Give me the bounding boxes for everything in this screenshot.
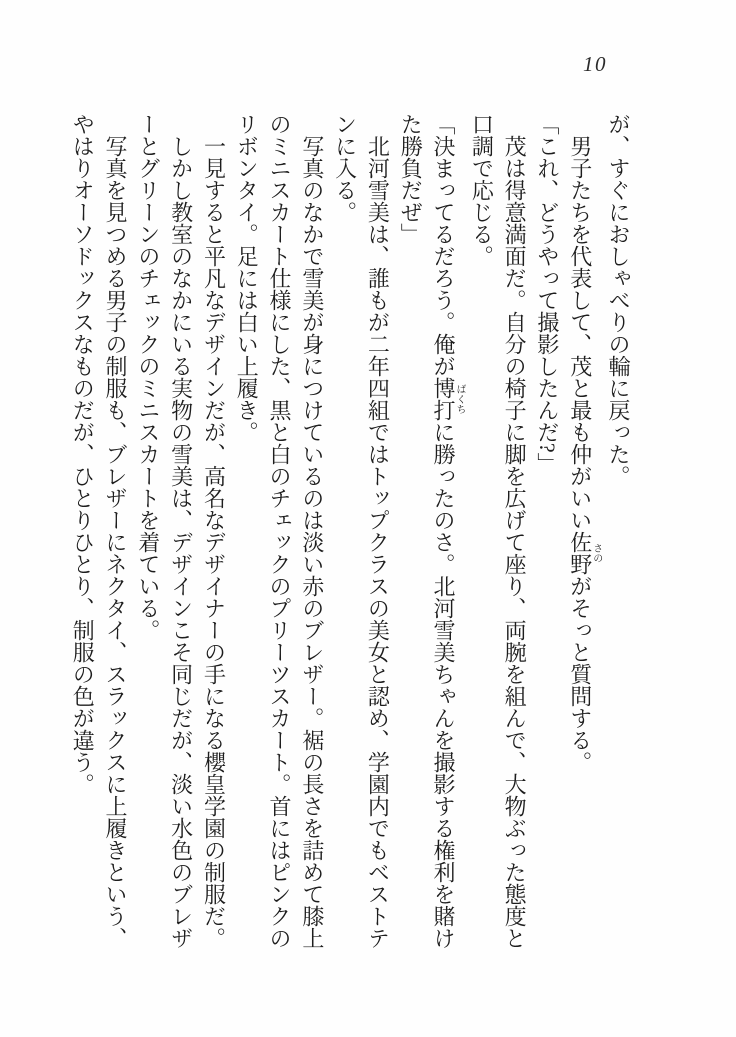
paragraph: が、すぐにおしゃべりの輪に戻った。	[606, 113, 631, 487]
ruby-annotation: 佐野さの	[567, 531, 602, 575]
paragraph: 「これ、どうやって撮影したんだ?」	[534, 113, 560, 475]
page-number: 10	[583, 52, 607, 76]
paragraph: 北河雪美は、誰もが二年四組ではトップクラスの美女と認め、学園内でもベストテンに入る。	[332, 113, 391, 949]
paragraph: しかし教室のなかにいる実物の雪美は、デザインこそ同じだが、淡い水色のブレザーとグリーンのチェックのミニスカートを着ている。	[135, 113, 194, 949]
paragraph: 「決まってるだろう。俺が博打ばくちに勝ったのさ。北河雪美ちゃんを撮影する権利を賭けた勝負だぜ」	[398, 113, 466, 949]
ruby-annotation: 博打ばくち	[431, 377, 466, 421]
paragraph: 一見すると平凡なデザインだが、高名なデザイナーの手になる櫻皇学園の制服だ。	[201, 135, 227, 949]
paragraph: 男子たちを代表して、茂と最も仲がいい佐野さのがそっと質問する。	[567, 135, 602, 773]
paragraph: 写真を見つめる男子の制服も、ブレザーにネクタイ、スラックスに上履きという、やはりオーソドックスなものだが、ひとりひとり、制服の色が違う。	[70, 113, 129, 949]
body-text	[72, 113, 634, 951]
paragraph: 写真のなかで雪美が身につけているのは淡い赤のブレザー。裾の長さを詰めて膝上のミニスカート仕様にした、黒と白のチェックのプリーツスカート。首にはピンクのリボンタイ。足には白い上履き。	[234, 113, 325, 949]
paragraph: 茂は得意満面だ。自分の椅子に脚を広げて座り、両腕を組んで、大物ぶった態度と口調で応じる。	[469, 113, 528, 949]
